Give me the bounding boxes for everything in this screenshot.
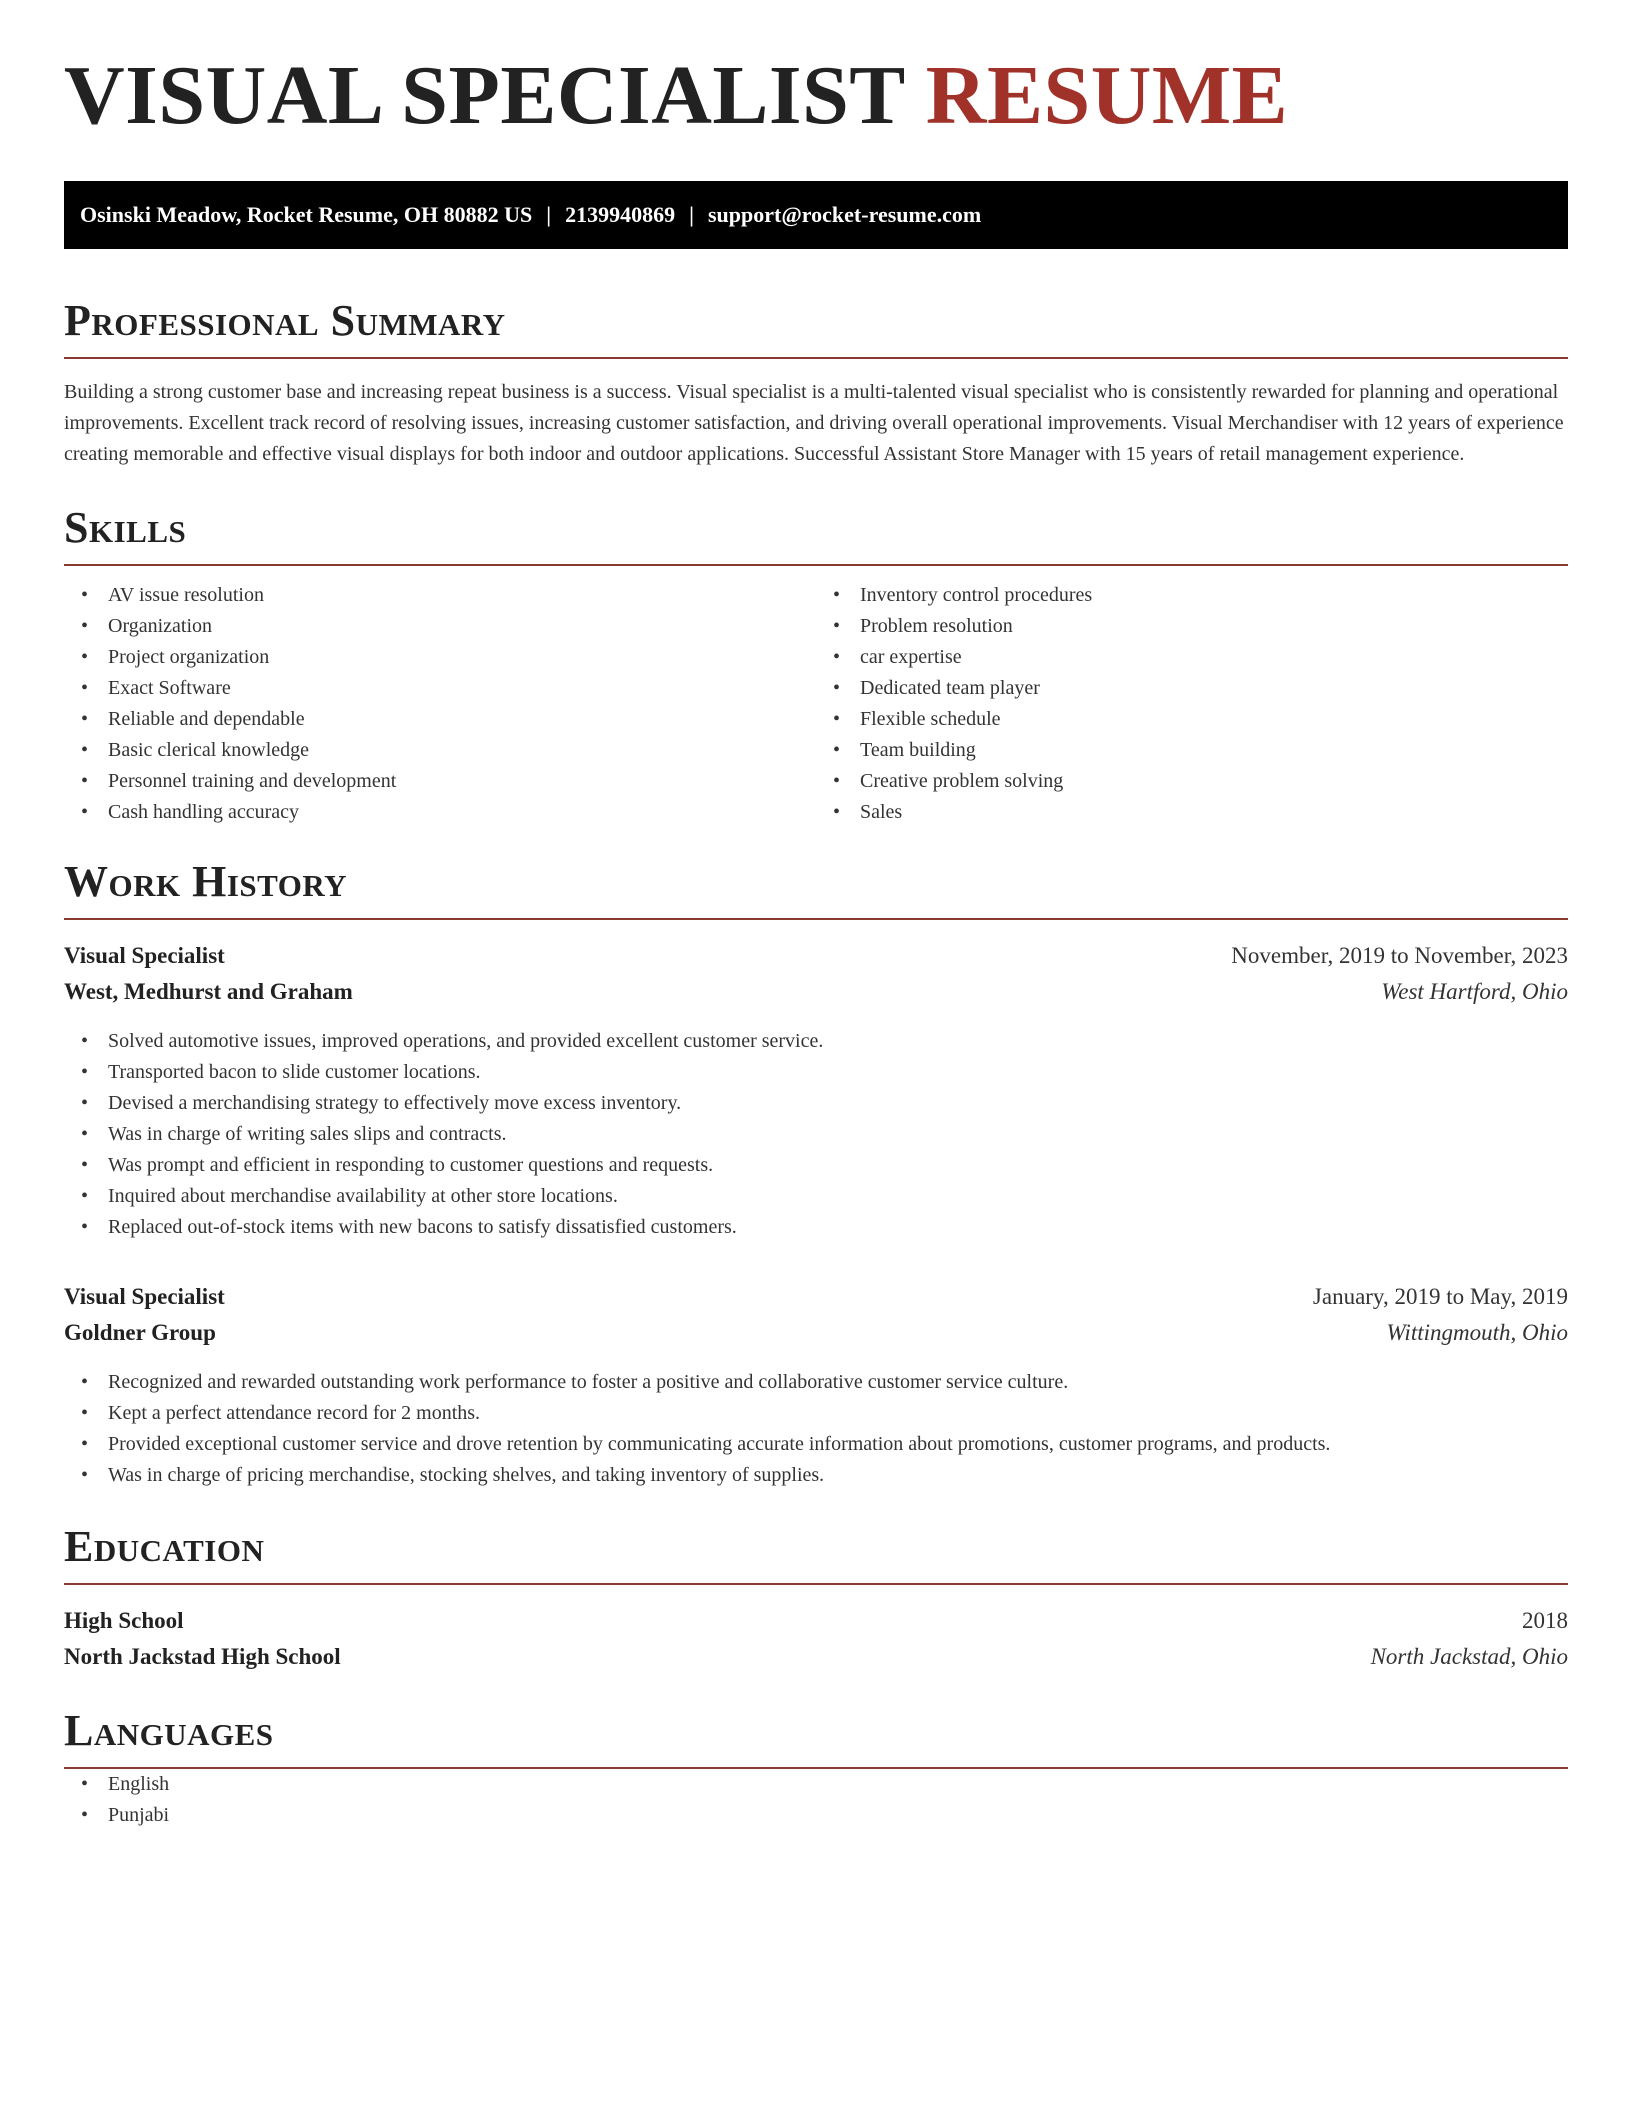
languages-heading: Languages [64, 1709, 1568, 1769]
skills-heading: Skills [64, 506, 1568, 566]
job-dates: January, 2019 to May, 2019 [1312, 1284, 1568, 1309]
education-degree: High School [64, 1608, 184, 1633]
skill-item: • Dedicated team player [816, 673, 1568, 704]
resume-title [64, 49, 1568, 142]
job-duty-item: • Recognized and rewarded outstanding work performance to foster a positive and collaborative customer service culture. [64, 1367, 1568, 1398]
skill-item: • car expertise [816, 642, 1568, 673]
education-location: North Jackstad, Ohio [1370, 1644, 1568, 1669]
job-title: Visual Specialist [64, 943, 225, 968]
education-year: 2018 [1522, 1608, 1568, 1633]
job-duty-item: • Devised a merchandising strategy to effectively move excess inventory. [64, 1088, 1568, 1119]
skill-item: • Inventory control procedures [816, 580, 1568, 611]
skill-item: • Creative problem solving [816, 766, 1568, 797]
skill-item: • Project organization [64, 642, 816, 673]
contact-bar [64, 181, 1568, 249]
job-duties [64, 1367, 1568, 1491]
job-title: Visual Specialist [64, 1284, 225, 1309]
skill-item: • Sales [816, 797, 1568, 828]
contact-email: support@rocket-resume.com [707, 202, 982, 227]
language-item: • English [64, 1769, 1568, 1800]
job-company-row [64, 1315, 1568, 1351]
skill-item: • Team building [816, 735, 1568, 766]
job-duty-item: • Inquired about merchandise availability at other store locations. [64, 1181, 1568, 1212]
job-entry [64, 938, 1568, 1243]
job-duty-item: • Replaced out-of-stock items with new bacons to satisfy dissatisfied customers. [64, 1212, 1568, 1243]
education-school-row [64, 1639, 1568, 1675]
job-duty-item: • Was in charge of writing sales slips and contracts. [64, 1119, 1568, 1150]
languages-list [64, 1769, 1568, 1831]
title-main: VISUAL SPECIALIST [64, 49, 905, 142]
job-location: Wittingmouth, Ohio [1386, 1320, 1568, 1345]
education-heading: Education [64, 1525, 1568, 1585]
skill-item: • Flexible schedule [816, 704, 1568, 735]
contact-separator: | [546, 202, 552, 227]
education-school: North Jackstad High School [64, 1644, 341, 1669]
education-degree-row [64, 1603, 1568, 1639]
job-location: West Hartford, Ohio [1381, 979, 1568, 1004]
job-duty-item: • Was prompt and efficient in responding to customer questions and requests. [64, 1150, 1568, 1181]
skills-column-right [816, 580, 1568, 828]
skills-list [64, 580, 1568, 828]
job-duties [64, 1026, 1568, 1243]
skill-item: • Organization [64, 611, 816, 642]
job-duty-item: • Was in charge of pricing merchandise, stocking shelves, and taking inventory of supplies. [64, 1460, 1568, 1491]
contact-phone: 2139940869 [565, 202, 676, 227]
job-duty-item: • Solved automotive issues, improved operations, and provided excellent customer service. [64, 1026, 1568, 1057]
job-title-row [64, 938, 1568, 974]
skill-item: • Problem resolution [816, 611, 1568, 642]
contact-address: Osinski Meadow, Rocket Resume, OH 80882 US [80, 202, 533, 227]
job-title-row [64, 1279, 1568, 1315]
job-duty-item: • Kept a perfect attendance record for 2 months. [64, 1398, 1568, 1429]
job-duty-item: • Provided exceptional customer service and drove retention by communicating accurate information about promotions, customer programs, and products. [64, 1429, 1568, 1460]
title-accent: RESUME [925, 49, 1289, 142]
work-history-heading: Work History [64, 860, 1568, 920]
job-company-row [64, 974, 1568, 1010]
job-duty-item: • Transported bacon to slide customer locations. [64, 1057, 1568, 1088]
education-entry [64, 1603, 1568, 1675]
job-company: West, Medhurst and Graham [64, 979, 353, 1004]
skill-item: • Exact Software [64, 673, 816, 704]
summary-heading: Professional Summary [64, 299, 1568, 359]
job-entry [64, 1279, 1568, 1491]
skill-item: • AV issue resolution [64, 580, 816, 611]
job-company: Goldner Group [64, 1320, 216, 1345]
skill-item: • Basic clerical knowledge [64, 735, 816, 766]
skills-column-left [64, 580, 816, 828]
summary-text: Building a strong customer base and increasing repeat business is a success. Visual specialist is a multi-talented visual specialist who is consistently rewarded for planning and operational improvements. Excellent track record of resolving issues, increasing customer satisfaction, and driving overall operational improvements. Visual Merchandiser with 12 years of experience creating memorable and effective visual displays for both indoor and outdoor applications. Successful Assistant Store Manager with 15 years of retail management experience. [64, 381, 1564, 465]
language-item: • Punjabi [64, 1800, 1568, 1831]
skill-item: • Personnel training and development [64, 766, 816, 797]
skill-item: • Cash handling accuracy [64, 797, 816, 828]
job-dates: November, 2019 to November, 2023 [1231, 943, 1568, 968]
contact-separator: | [689, 202, 694, 227]
skill-item: • Reliable and dependable [64, 704, 816, 735]
